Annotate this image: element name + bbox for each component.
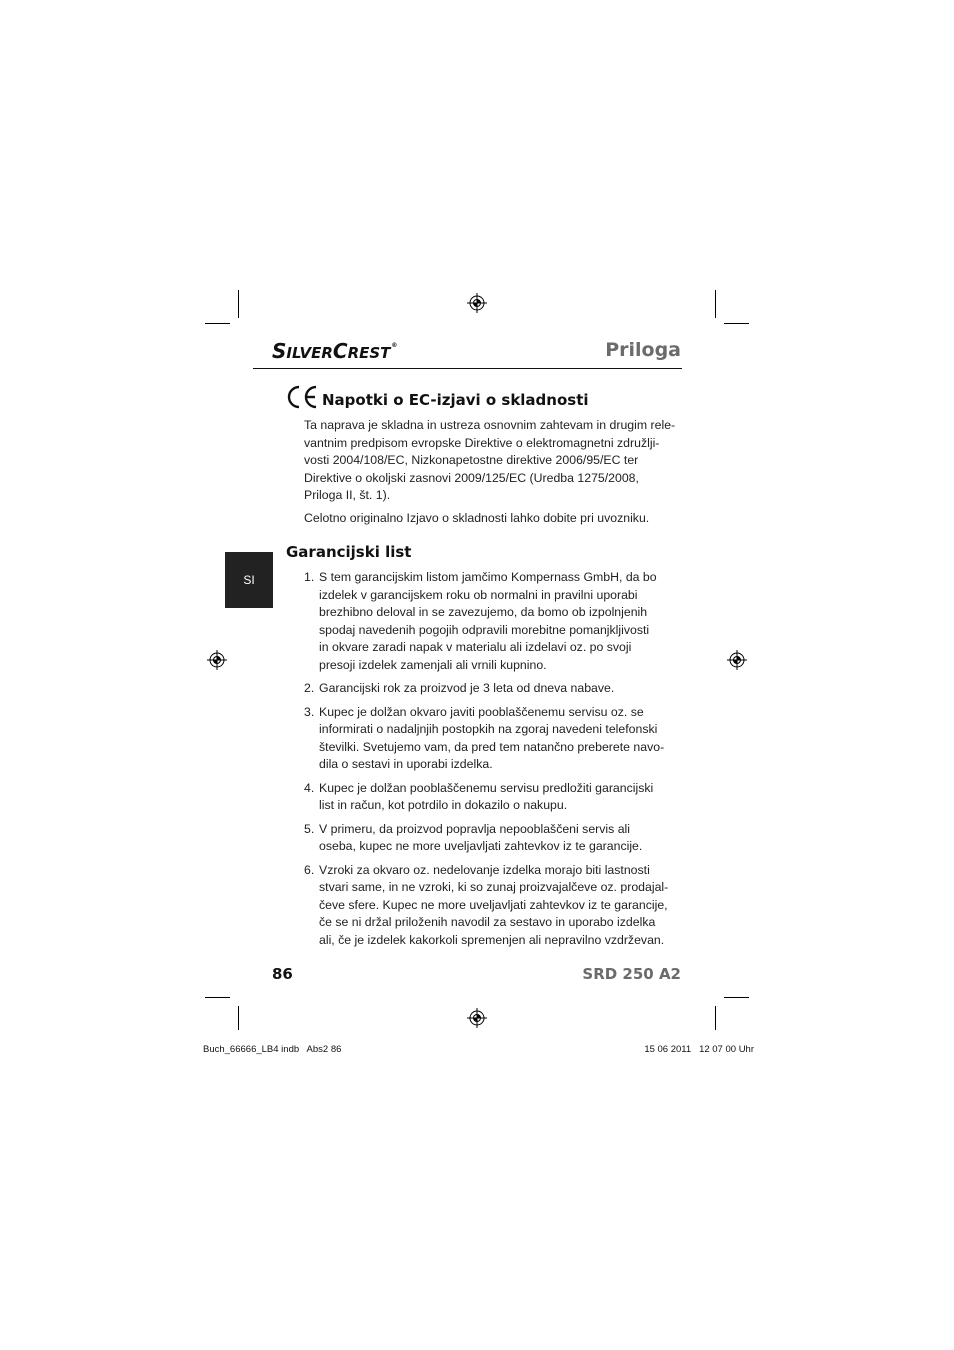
logo-letter: S [272,339,287,363]
text-line: izdelek v garancijskem roku ob normalni in pravilni uporabi [319,587,638,602]
text-line: vosti 2004/108/EC, Nizkonapetostne direktive 2006/95/EC ter [304,453,639,467]
text-line: če se ni držal priloženih navodil za sestavo in uporabo izdelka [319,915,656,929]
text-line: stvari same, in ne vzroki, ki so zunaj proizvajalčeve oz. prodajal- [319,880,669,894]
text-line: Celotno originalno Izjavo o skladnosti lahko dobite pri uvozniku. [304,511,650,525]
text-line: in okvare zaradi napak v materialu ali izdelavi oz. po svoji [319,640,632,654]
list-number: 5. [304,821,315,836]
list-number: 1. [304,570,315,584]
logo-letters: REST [347,344,391,362]
list-number: 6. [304,862,315,877]
registration-mark-icon [467,1008,487,1028]
ec-declaration-note [304,510,666,528]
text-line: Ta naprava je skladna in ustreza osnovnim zahtevam in drugim rele- [304,418,676,432]
text-line: S tem garancijskim listom jamčimo Kompernass GmbH, da bo [319,570,657,584]
list-item [304,680,666,698]
crop-mark-icon [724,323,749,324]
text-line: vantnim predpisom evropske Direktive o elektromagnetni združlji- [304,435,660,450]
ce-mark-icon [285,384,319,410]
logo-letter: C [332,339,348,363]
text-line: Direktive o okoljski zasnovi 2009/125/EC (Uredba 1275/2008, [304,470,639,485]
print-slug-date: 15 06 2011 12 07 00 Uhr [644,1044,754,1055]
list-item [304,780,666,815]
crop-mark-icon [205,997,230,998]
text-line: list in račun, kot potrdilo in dokazilo o nakupu. [319,798,568,812]
crop-mark-icon [715,290,716,318]
language-tab: SI [225,552,273,608]
trademark-symbol: ® [391,342,398,349]
crop-mark-icon [724,997,749,998]
section-title: Priloga [605,339,681,361]
text-line: Kupec je dolžan okvaro javiti pooblaščenemu servisu oz. se [319,704,644,719]
ec-declaration-paragraph [304,417,676,505]
registration-mark-icon [467,293,487,313]
text-line: informirati o nadaljnjih postopkih na zgoraj navedeni telefonski [319,722,658,736]
text-line: dila o sestavi in uporabi izdelka. [319,757,493,771]
registration-mark-icon [727,650,747,670]
registration-mark-icon [207,650,227,670]
text-line: čeve sfere. Kupec ne more uveljavljati zahtevkov iz te garancije, [319,897,668,912]
text-line: Vzroki za okvaro oz. nedelovanje izdelka morajo biti lastnosti [319,862,650,877]
crop-mark-icon [238,1006,239,1030]
page-number: 86 [272,965,293,983]
text-line: številki. Svetujemo vam, da pred tem natančno preberete navo- [319,739,665,754]
text-line: Priloga II, št. 1). [304,488,391,502]
list-item [304,821,666,856]
print-slug-file: Buch_66666_LB4 indb Abs2 86 [203,1044,342,1055]
list-item [304,569,666,674]
text-line: oseba, kupec ne more uveljavljati zahtevkov iz te garancije. [319,839,643,853]
model-number: SRD 250 A2 [582,965,681,983]
warranty-list [304,569,669,949]
crop-mark-icon [205,323,230,324]
text-line: V primeru, da proizvod popravlja nepooblaščeni servis ali [319,821,631,836]
section-heading-warranty: Garancijski list [286,543,412,561]
section-heading-ec-declaration: Napotki o EC-izjavi o skladnosti [322,391,589,409]
list-number: 4. [304,780,315,795]
brand-logo [272,341,397,361]
text-line: brezhibno deloval in se zavezujemo, da bomo ob izpolnjenih [319,605,648,619]
list-item [304,704,666,774]
crop-mark-icon [238,290,239,318]
list-number: 2. [304,681,315,695]
text-line: Garancijski rok za proizvod je 3 leta od dneva nabave. [319,681,615,695]
list-item [304,862,669,950]
header-divider [253,368,682,369]
text-line: Kupec je dolžan pooblaščenemu servisu predložiti garancijski [319,780,654,795]
crop-mark-icon [715,1006,716,1030]
text-line: ali, če je izdelek kakorkoli spremenjen ali nepravilno vzdrževan. [319,932,665,947]
text-line: presoji izdelek zamenjali ali vrnili kupnino. [319,657,547,672]
text-line: spodaj navedenih pogojih odpravili morebitne pomanjkljivosti [319,622,650,637]
logo-letters: ILVER [286,344,333,362]
list-number: 3. [304,704,315,719]
